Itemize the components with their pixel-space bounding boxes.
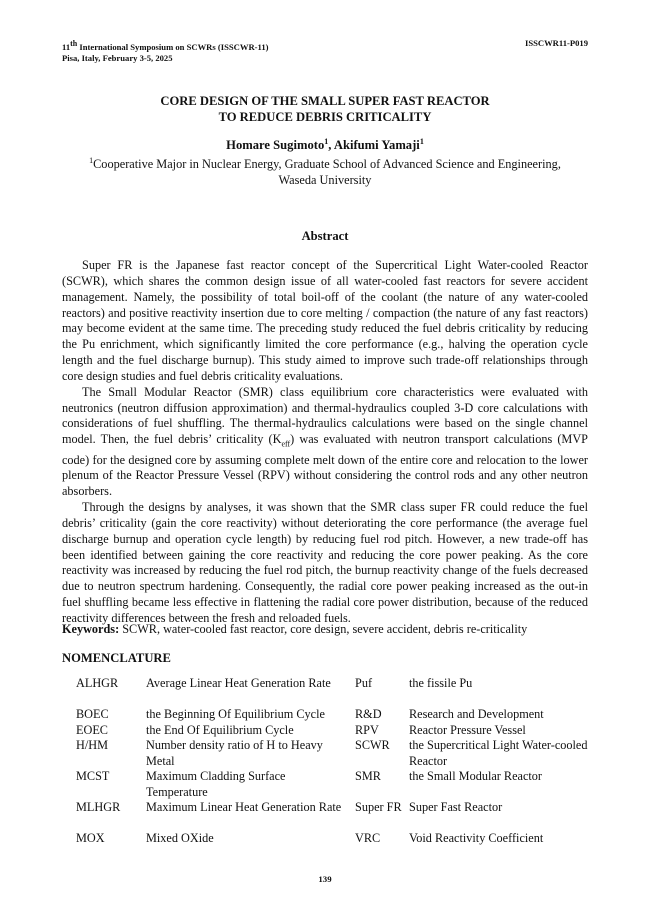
authors: Homare Sugimoto$^1$, Akifumi Yamaji$^1$ xyxy=(226,137,424,153)
nomenclature-abbreviation: BOEC xyxy=(76,707,109,721)
abstract-paragraph: Super FR is the Japanese fast reactor concept of the Supercritical Light Water-cooled Reactor (SCWR), which shares the common design issue of all water-cooled fast reactors for severe accident management. Namely, the possibility of total boil-off of the coolant (the nature of any water-cooled reactors) and positive reactivity insertion due to core melting / compaction (the nature of any fast reactors) may become evident at the same time. The preceding study reduced the fuel debris criticality by reducing the Pu enrichment, which significantly limited the core performance (e.g., halving the operation cycle length and the fuel discharge burnup). This study aimed to improve such trade-off relationships through core design studies and fuel debris criticality evaluations. xyxy=(62,258,588,383)
nomenclature-abbreviation: MCST xyxy=(76,769,110,784)
abstract-body xyxy=(62,258,588,627)
paper-id: ISSCWR11-P019 xyxy=(524,38,588,48)
nomenclature-definition: Void Reactivity Coefficient xyxy=(409,831,544,846)
nomenclature-definition: the Supercritical Light Water-cooled Reactor xyxy=(409,738,588,768)
nomenclature-abbreviation: SMR xyxy=(355,769,381,784)
nomenclature-abbreviation: Super FR xyxy=(355,800,402,815)
nomenclature-abbreviation: Puf xyxy=(355,676,373,690)
nomenclature-definition: the Small Modular Reactor xyxy=(409,769,543,784)
nomenclature-definition: Average Linear Heat Generation Rate xyxy=(146,676,331,690)
nomenclature-abbreviation: RPV xyxy=(355,722,379,737)
nomenclature-definition: Maximum Linear Heat Generation Rate xyxy=(146,800,342,815)
nomenclature-definition: Research and Development xyxy=(409,707,544,721)
affiliation: $^1$Cooperative Major in Nuclear Energy, Graduate School of Advanced Science and Engineering, Waseda University xyxy=(89,156,561,188)
abstract-paragraph: Through the designs by analyses, it was shown that the SMR class super FR could reduce the fuel debris’ criticality (gain the core reactivity) without deteriorating the core performance (the average fuel discharge burnup and operation cycle length) by reducing fuel rod pitch. However, a new trade-off has been identified between gaining the core reactivity and reducing the core power peaking. As the core reactivity was increased by reducing the fuel rod pitch, the burnup reactivity change of the fuels decreased due to neutron spectrum hardening. Consequently, the radial core power peaking increased as the out-in fuel shuffling became less effective in flattening the radial core power distribution, because of the reduced reactivity differences between the fresh and reloaded fuels. xyxy=(62,500,588,625)
nomenclature-heading: NOMENCLATURE xyxy=(62,651,171,665)
nomenclature-definition: Number density ratio of H to Heavy Metal xyxy=(146,738,323,768)
keywords: Keywords: SCWR, water-cooled fast reactor, core design, severe accident, debris re-criticality xyxy=(62,622,528,636)
page-number: 139 xyxy=(318,874,332,884)
nomenclature-abbreviation: R&D xyxy=(355,707,382,721)
paper-title: CORE DESIGN OF THE SMALL SUPER FAST REACTOR TO REDUCE DEBRIS CRITICALITY xyxy=(160,94,490,124)
nomenclature-abbreviation: ALHGR xyxy=(76,676,119,690)
running-header-left xyxy=(62,38,269,64)
nomenclature-abbreviation: VRC xyxy=(355,831,381,846)
nomenclature-abbreviation: H/HM xyxy=(76,738,108,753)
nomenclature-abbreviation: EOEC xyxy=(76,722,108,737)
nomenclature-definition: the fissile Pu xyxy=(409,676,473,690)
nomenclature-definition: Maximum Cladding Surface Temperature xyxy=(146,769,286,799)
nomenclature-abbreviation: MOX xyxy=(76,831,105,846)
nomenclature-definition: the End Of Equilibrium Cycle xyxy=(146,722,294,737)
nomenclature-abbreviation: SCWR xyxy=(355,738,390,753)
nomenclature-definition: Reactor Pressure Vessel xyxy=(409,722,526,737)
nomenclature-abbreviation: MLHGR xyxy=(76,800,121,815)
nomenclature-definition: the Beginning Of Equilibrium Cycle xyxy=(146,707,325,721)
nomenclature-definition: Super Fast Reactor xyxy=(409,800,503,815)
nomenclature-definition: Mixed OXide xyxy=(146,831,214,846)
conference-name: 11th International Symposium on SCWRs (ISSCWR-11) xyxy=(62,39,269,52)
abstract-heading: Abstract xyxy=(301,229,349,243)
abstract-paragraph: The Small Modular Reactor (SMR) class equilibrium core characteristics were evaluated with neutronics (neutron diffusion approximation) and thermal-hydraulics coupled 3-D core calculations with considerations of fuel shuffling. The thermal-hydraulics calculations were based on the single channel model. Then, the fuel debris’ criticality $(K_{eff})$ was evaluated with neutron transport calculations (MVP code) for the designed core by assuming complete melt down of the entire core and relocation to the lower plenum of the Reactor Pressure Vessel (RPV) without considering the control rods and any other neutron absorbers. xyxy=(62,384,588,499)
conference-location: Pisa, Italy, February 3-5, 2025 xyxy=(62,52,173,63)
